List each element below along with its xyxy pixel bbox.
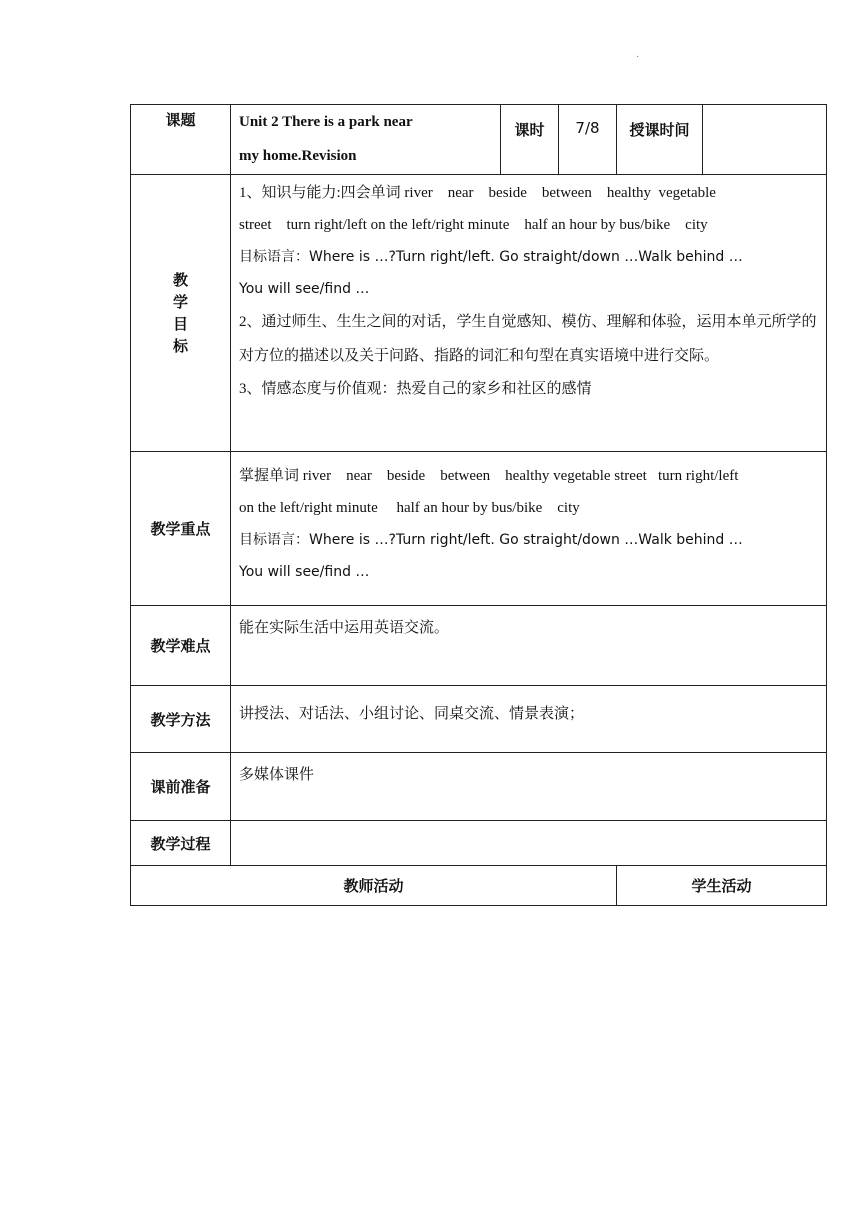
- objectives-content: [231, 175, 827, 452]
- period-label: 课时: [501, 105, 559, 175]
- topic-title-line1: Unit 2 There is a park near: [239, 114, 413, 130]
- key-points-line: on the left/right minute half an hour by bus/bike city: [239, 500, 580, 516]
- objectives-label-char: 标: [172, 337, 188, 355]
- preparation-row: [131, 753, 827, 821]
- process-content: [231, 821, 827, 866]
- methods-row: [131, 686, 827, 753]
- preparation-content: 多媒体课件: [231, 753, 827, 821]
- process-row: [131, 821, 827, 866]
- objectives-label-char: 学: [172, 293, 188, 311]
- process-label: 教学过程: [131, 821, 231, 866]
- difficulties-row: [131, 606, 827, 686]
- topic-title-line2: my home.Revision: [239, 148, 357, 164]
- objectives-label: [131, 175, 231, 452]
- objectives-line: You will see/find …: [239, 281, 370, 297]
- objectives-line: 3、情感态度与价值观：热爱自己的家乡和社区的感情: [239, 381, 592, 397]
- student-activity-header: 学生活动: [617, 866, 827, 906]
- difficulties-label: 教学难点: [131, 606, 231, 686]
- key-points-line: You will see/find …: [239, 564, 370, 580]
- header-mark: ·: [636, 52, 640, 63]
- time-label: 授课时间: [617, 105, 703, 175]
- topic-row: [131, 105, 827, 175]
- topic-label: 课题: [131, 105, 231, 175]
- preparation-label: 课前准备: [131, 753, 231, 821]
- methods-label: 教学方法: [131, 686, 231, 753]
- objectives-row: [131, 175, 827, 452]
- difficulties-content: 能在实际生活中运用英语交流。: [231, 606, 827, 686]
- period-value: 7/8: [559, 105, 617, 175]
- objectives-line: street turn right/left on the left/right minute half an hour by bus/bike city: [239, 217, 708, 233]
- key-points-row: [131, 452, 827, 606]
- key-points-content: [231, 452, 827, 606]
- lesson-plan-table: [130, 104, 827, 906]
- key-points-line: 目标语言：Where is …?Turn right/left. Go straight/down …Walk behind …: [239, 532, 743, 548]
- key-points-label: 教学重点: [131, 452, 231, 606]
- key-points-line: 掌握单词 river near beside between healthy vegetable street turn right/left: [239, 468, 739, 484]
- objectives-label-char: 目: [172, 315, 188, 333]
- teacher-activity-header: 教师活动: [131, 866, 617, 906]
- objectives-line: 1、知识与能力:四会单词 river near beside between healthy vegetable: [239, 185, 716, 201]
- methods-content: 讲授法、对话法、小组讨论、同桌交流、情景表演；: [231, 686, 827, 753]
- objectives-label-char: 教: [172, 271, 188, 289]
- topic-title: [231, 105, 501, 175]
- activities-row: [131, 866, 827, 906]
- objectives-line: 目标语言：Where is …?Turn right/left. Go straight/down …Walk behind …: [239, 249, 743, 265]
- time-value: [703, 105, 827, 175]
- objectives-line: 2、通过师生、生生之间的对话，学生自觉感知、模仿、理解和体验，运用本单元所学的对方位的描述以及关于问路、指路的词汇和句型在真实语境中进行交际。: [239, 314, 817, 364]
